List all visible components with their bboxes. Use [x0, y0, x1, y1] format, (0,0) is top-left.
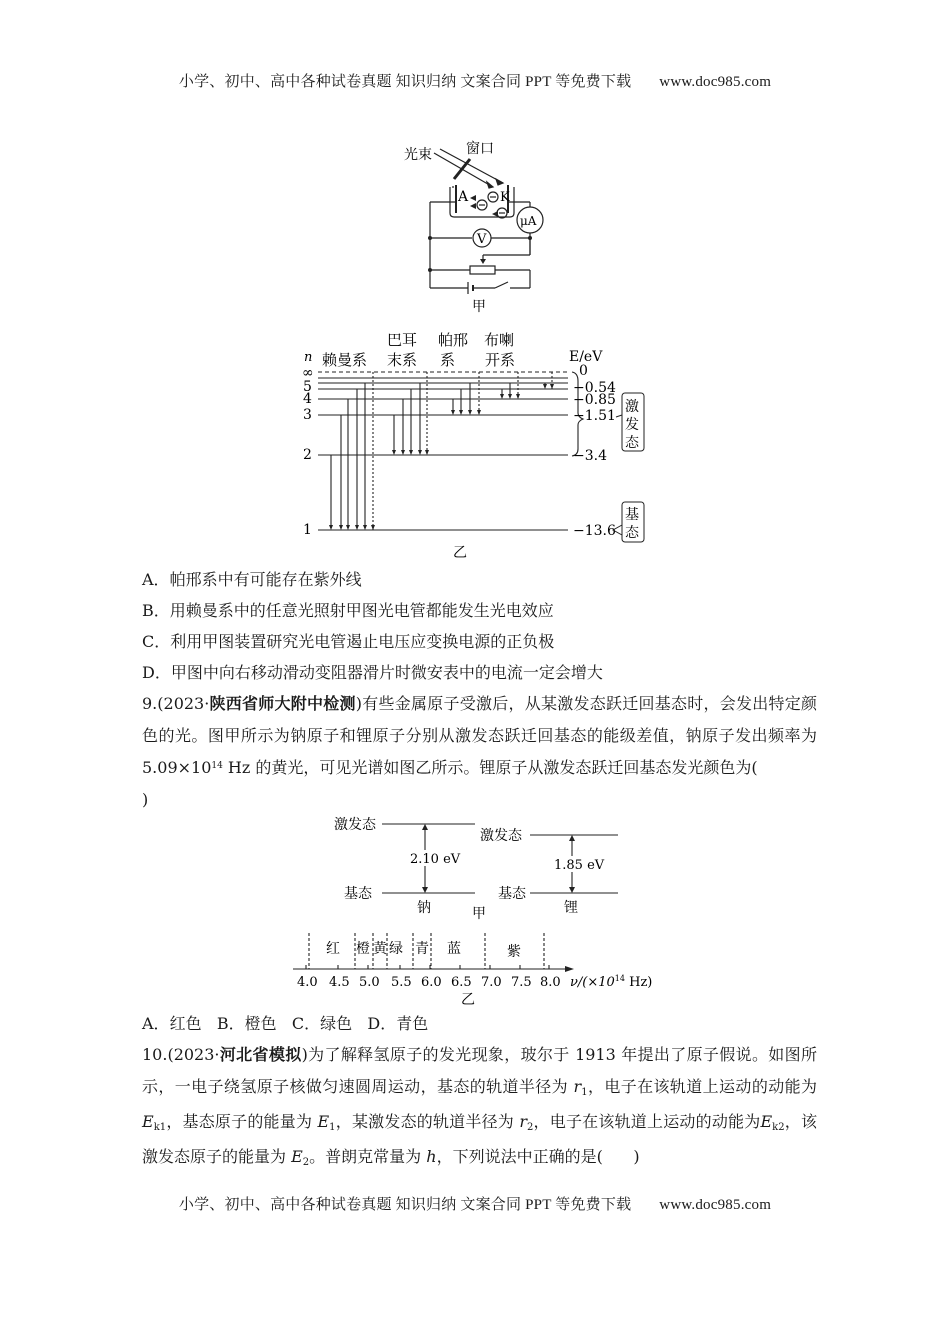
tick-label: 6.5 [451, 975, 472, 990]
q10-number: 10. [142, 1045, 168, 1064]
tick-label: 5.5 [391, 975, 412, 990]
option-text: 青色 [396, 1014, 429, 1033]
q8-option-d [142, 663, 603, 683]
var-E: E [760, 1112, 773, 1131]
circuit-diagram [390, 135, 560, 315]
q10-text: ，某激发态的轨道半径为 [335, 1112, 520, 1131]
series-label-paschen-2: 系 [440, 351, 456, 369]
spectrum-violet: 紫 [507, 944, 521, 960]
q10-text: ，该激发态原子的能量为 [142, 1112, 817, 1166]
figure-caption-yi-2: 乙 [461, 992, 475, 1008]
ground-state-label-1: 基 [625, 507, 639, 523]
q10-source: 河北省模拟 [219, 1045, 302, 1064]
level-n-2: 2 [303, 447, 312, 463]
excited-state-label-3: 态 [625, 435, 639, 451]
figure-caption-yi: 乙 [453, 545, 467, 561]
q9-source-open: (2023· [157, 694, 210, 713]
lithium-name: 锂 [564, 900, 578, 916]
q10-text: ) [633, 1147, 640, 1166]
footer-url: www.doc985.com [659, 1197, 772, 1213]
excited-state-label-2: 发 [625, 417, 639, 433]
q9-text-2: Hz 的黄光，可见光谱如图乙所示。锂原子从激发态跃迁回基态发光颜色为( [222, 758, 758, 777]
n-axis-label: n [304, 350, 313, 365]
q9-exponent: 14 [211, 761, 223, 771]
level-n-5: 5 [303, 379, 312, 395]
tick-label: 4.0 [297, 975, 318, 990]
spectrum-cyan: 青 [415, 941, 429, 957]
option-text: 甲图中向右移动滑动变阻器滑片时微安表中的电流一定会增大 [170, 663, 603, 682]
q10-text: ，基态原子的能量为 [166, 1112, 318, 1131]
var-h: h [426, 1147, 437, 1166]
microammeter-icon: μA [520, 214, 537, 228]
subscript: k2 [772, 1122, 785, 1133]
page-footer [0, 1193, 950, 1214]
var-E: E [291, 1147, 303, 1166]
tick-label: 4.5 [329, 975, 350, 990]
label-window: 窗口 [466, 141, 494, 157]
q10-stem [142, 1039, 817, 1176]
q9-source: 陕西省师大附中检测 [209, 694, 356, 713]
series-label-balmer-1: 巴耳 [387, 331, 418, 349]
option-text: 红色 [169, 1014, 202, 1033]
sodium-lithium-diagram [320, 812, 630, 922]
var-E: E [142, 1112, 154, 1131]
option-text: 利用甲图装置研究光电管遏止电压应变换电源的正负极 [170, 632, 555, 651]
lithium-ground-label: 基态 [498, 886, 526, 902]
voltmeter-icon: V [477, 232, 487, 247]
spectrum-blue: 蓝 [447, 941, 461, 957]
series-label-brackett-1: 布喇 [484, 331, 515, 349]
q10-text: ，电子在该轨道上运动的动能 [587, 1077, 801, 1096]
level-n-3: 3 [303, 407, 312, 423]
ground-state-label-2: 态 [625, 525, 639, 541]
sodium-ground-label: 基态 [344, 886, 372, 902]
spectrum-green: 绿 [389, 941, 403, 957]
series-label-paschen-1: 帕邢 [438, 331, 469, 349]
subscript: k1 [153, 1122, 167, 1133]
tick-label: 7.5 [511, 975, 532, 990]
option-text: 橙色 [244, 1014, 277, 1033]
subscript: 1 [329, 1122, 336, 1133]
sodium-name: 钠 [417, 900, 431, 916]
series-label-lyman: 赖曼系 [322, 351, 368, 369]
q10-text: 为 [800, 1077, 817, 1096]
series-label-brackett-2: 开系 [485, 351, 516, 369]
q10-text: ，下列说法中正确的是( [436, 1147, 603, 1166]
figure-caption-jia: 甲 [472, 299, 486, 315]
spectrum-yellow: 黄 [373, 941, 387, 957]
energy-value-inf: 0 [579, 363, 588, 379]
option-key: C． [291, 1014, 321, 1033]
var-r: r [519, 1112, 527, 1131]
sodium-gap-value: 2.10 eV [410, 852, 461, 867]
spectrum-orange: 橙 [356, 941, 370, 957]
lithium-gap-value: 1.85 eV [554, 858, 605, 873]
q9-number: 9. [142, 694, 158, 713]
q10-text: 为了解释氢原子的发光现象，玻尔于 1913 年提出了原子假说。如图所 [307, 1045, 817, 1064]
option-key: D． [142, 663, 171, 682]
subscript: 2 [526, 1122, 534, 1133]
q8-option-c [142, 632, 554, 652]
subscript: 1 [581, 1087, 588, 1098]
series-label-balmer-2: 末系 [387, 351, 418, 369]
option-text: 绿色 [320, 1014, 353, 1033]
level-n-1: 1 [303, 522, 312, 538]
option-key: B． [142, 601, 170, 620]
q10-source-open: (2023· [167, 1045, 220, 1064]
frequency-axis-label: $\nu/(\times 10^{14}$ Hz) [570, 974, 653, 990]
level-n-inf: ∞ [302, 365, 314, 381]
label-light-beam: 光束 [404, 147, 432, 163]
visible-spectrum-axis [285, 928, 685, 1008]
figure-caption-jia-2: 甲 [472, 906, 486, 922]
label-cathode: K [500, 190, 510, 205]
option-text: 用赖曼系中的任意光照射甲图光电管都能发生光电效应 [169, 601, 554, 620]
header-text: 小学、初中、高中各种试卷真题 知识归纳 文案合同 PPT 等免费下载 [178, 74, 632, 90]
energy-value-3: −1.51 [573, 408, 616, 424]
footer-text: 小学、初中、高中各种试卷真题 知识归纳 文案合同 PPT 等免费下载 [178, 1197, 632, 1213]
q8-option-b [142, 601, 554, 621]
energy-value-5: −0.54 [573, 380, 616, 396]
energy-value-2: −3.4 [573, 448, 607, 464]
q9-source-close: ) [355, 694, 363, 713]
q9-options [142, 1014, 428, 1034]
var-E: E [317, 1112, 330, 1131]
q10-text: 。普朗克常量为 [309, 1147, 427, 1166]
option-key: D． [367, 1014, 397, 1033]
header-url: www.doc985.com [659, 74, 772, 90]
q10-text: ，电子在该轨道上运动的动能为 [533, 1112, 761, 1131]
option-key: A． [142, 570, 170, 589]
tick-label: 8.0 [540, 975, 561, 990]
excited-state-label-1: 激 [625, 399, 639, 415]
energy-axis-label: E/eV [569, 349, 603, 365]
tick-label: 6.0 [421, 975, 442, 990]
label-anode: A [458, 189, 469, 205]
q8-option-a [142, 570, 362, 590]
energy-value-4: −0.85 [573, 392, 616, 408]
q10-text: 示，一电子绕氢原子核做匀速圆周运动，基态的轨道半径为 [142, 1077, 574, 1096]
tick-label: 7.0 [481, 975, 502, 990]
q9-stem [142, 688, 817, 816]
sodium-excited-label: 激发态 [334, 817, 376, 833]
q10-source-close: ) [301, 1045, 308, 1064]
page-header [0, 70, 950, 91]
option-key: C． [142, 632, 171, 651]
energy-value-1: −13.6 [573, 523, 616, 539]
option-key: A． [142, 1014, 170, 1033]
spectrum-red: 红 [326, 941, 340, 957]
subscript: 2 [302, 1157, 310, 1168]
tick-label: 5.0 [359, 975, 380, 990]
q9-text-3: ) [142, 790, 149, 809]
level-n-4: 4 [303, 391, 312, 407]
lithium-excited-label: 激发态 [480, 828, 522, 844]
option-key: B． [216, 1014, 245, 1033]
var-r: r [573, 1077, 582, 1096]
option-text: 帕邢系中有可能存在紫外线 [169, 570, 362, 589]
q9-text-1: 有些金属原子受激后，从某激发态跃迁回基态时，会发出特定颜色的光。图甲所示为钠原子和锂原子分别从激发态跃迁回基态的能级差值，钠原子发出频率为 5.09×10 [142, 694, 817, 777]
electron-arrow-icon [470, 195, 476, 201]
energy-level-diagram [290, 325, 670, 565]
